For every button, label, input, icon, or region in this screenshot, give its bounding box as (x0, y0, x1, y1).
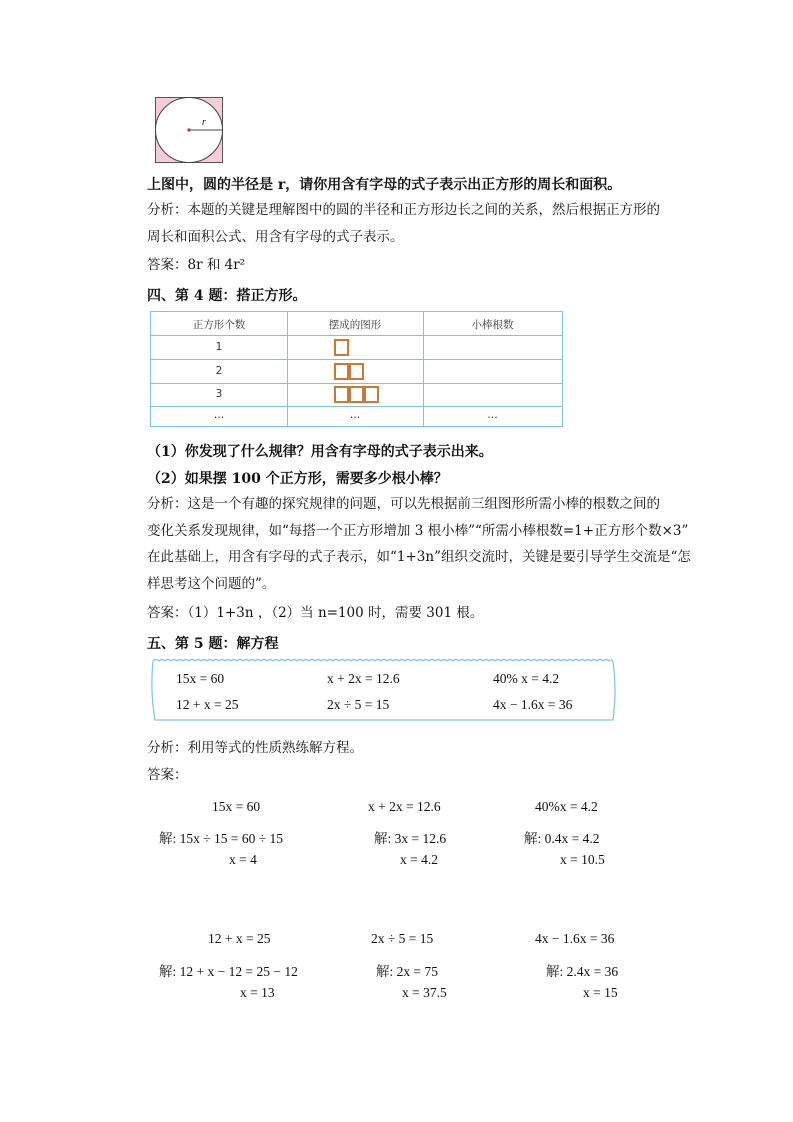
box-equation-2: x + 2x = 12.6 (327, 671, 400, 686)
solution-1-step: 解: 15x ÷ 15 = 60 ÷ 15 (159, 831, 284, 846)
table-header-count: 正方形个数 (192, 319, 246, 331)
stick-square (334, 386, 349, 403)
solution-6-result: x = 15 (583, 985, 618, 1000)
table-row-4-figure: … (349, 409, 361, 421)
solution-3-result: x = 10.5 (560, 852, 605, 867)
analysis-4-line-3: 在此基础上，用含有字母的式子表示，如“1+3n”组织交流时，关键是要引导学生交流是“怎 (147, 549, 691, 565)
question-4-2: （2）如果摆 100 个正方形，需要多少根小棒？ (147, 471, 448, 487)
analysis-4-line-1: 分析：这是一个有趣的探究规律的问题，可以先根据前三组图形所需小棒的根数之间的 (147, 496, 660, 512)
section-5-title: 五、第 5 题：解方程 (147, 636, 279, 652)
section-4-title: 四、第 4 题：搭正方形。 (147, 288, 307, 304)
stick-square (364, 386, 379, 403)
center-point (187, 128, 190, 131)
solution-5-equation: 2x ÷ 5 = 15 (371, 931, 434, 946)
analysis-1-line-1: 分析：本题的关键是理解图中的圆的半径和正方形边长之间的关系，然后根据正方形的 (147, 202, 660, 218)
stick-square (334, 363, 349, 380)
solution-2-equation: x + 2x = 12.6 (368, 799, 441, 814)
analysis-1-line-2: 周长和面积公式、用含有字母的式子表示。 (147, 229, 404, 245)
wavy-border (147, 656, 619, 725)
solution-3-equation: 40%x = 4.2 (535, 799, 598, 814)
stick-square (349, 386, 364, 403)
radius-label: r (202, 117, 206, 128)
table-row-2-count: 2 (215, 365, 223, 377)
solution-4-step: 解: 12 + x − 12 = 25 − 12 (159, 964, 298, 979)
solution-3-step: 解: 0.4x = 4.2 (524, 831, 600, 846)
table-header-sticks: 小棒根数 (471, 319, 514, 331)
equations-box (147, 656, 619, 725)
solution-5-result: x = 37.5 (402, 985, 447, 1000)
table-row-4-sticks: … (487, 409, 498, 421)
stick-square (334, 339, 349, 356)
box-equation-5: 2x ÷ 5 = 15 (327, 697, 390, 712)
answer-5-label: 答案： (147, 767, 188, 783)
solution-1-equation: 15x = 60 (212, 799, 261, 814)
box-equation-6: 4x − 1.6x = 36 (493, 697, 573, 712)
circle-in-square-figure (155, 97, 223, 163)
answer-1: 答案：8r 和 4r² (147, 257, 246, 273)
analysis-4-line-4: 样思考这个问题的”。 (147, 576, 276, 592)
circle-square-diagram (155, 97, 223, 163)
solution-2-step: 解: 3x = 12.6 (374, 831, 447, 846)
box-equation-4: 12 + x = 25 (176, 697, 239, 712)
table-row-1-count: 1 (215, 341, 223, 353)
table-header-figure: 摆成的图形 (328, 319, 382, 331)
squares-table (150, 311, 563, 427)
solution-1-result: x = 4 (229, 852, 257, 867)
solution-5-step: 解: 2x = 75 (376, 964, 438, 979)
box-equation-3: 40% x = 4.2 (493, 671, 560, 686)
stick-square (349, 363, 364, 380)
solution-6-step: 解: 2.4x = 36 (546, 964, 619, 979)
analysis-5: 分析：利用等式的性质熟练解方程。 (147, 740, 363, 756)
solution-2-result: x = 4.2 (400, 852, 438, 867)
solution-4-result: x = 13 (240, 985, 275, 1000)
table-row-4-count: … (213, 409, 225, 421)
answer-4: 答案：（1）1+3n ，（2）当 n=100 时，需要 301 根。 (147, 605, 484, 621)
box-equation-1: 15x = 60 (176, 671, 225, 686)
question-4-1: （1）你发现了什么规律？用含有字母的式子表示出来。 (147, 444, 493, 460)
solution-4-equation: 12 + x = 25 (208, 931, 271, 946)
question-text: 上图中，圆的半径是 r，请你用含有字母的式子表示出正方形的周长和面积。 (147, 177, 622, 193)
analysis-4-line-2: 变化关系发现规律，如“每搭一个正方形增加 3 根小棒”“所需小棒根数=1+正方形个数×3” (147, 523, 689, 539)
table-row-3-count: 3 (215, 388, 223, 400)
solution-6-equation: 4x − 1.6x = 36 (535, 931, 615, 946)
